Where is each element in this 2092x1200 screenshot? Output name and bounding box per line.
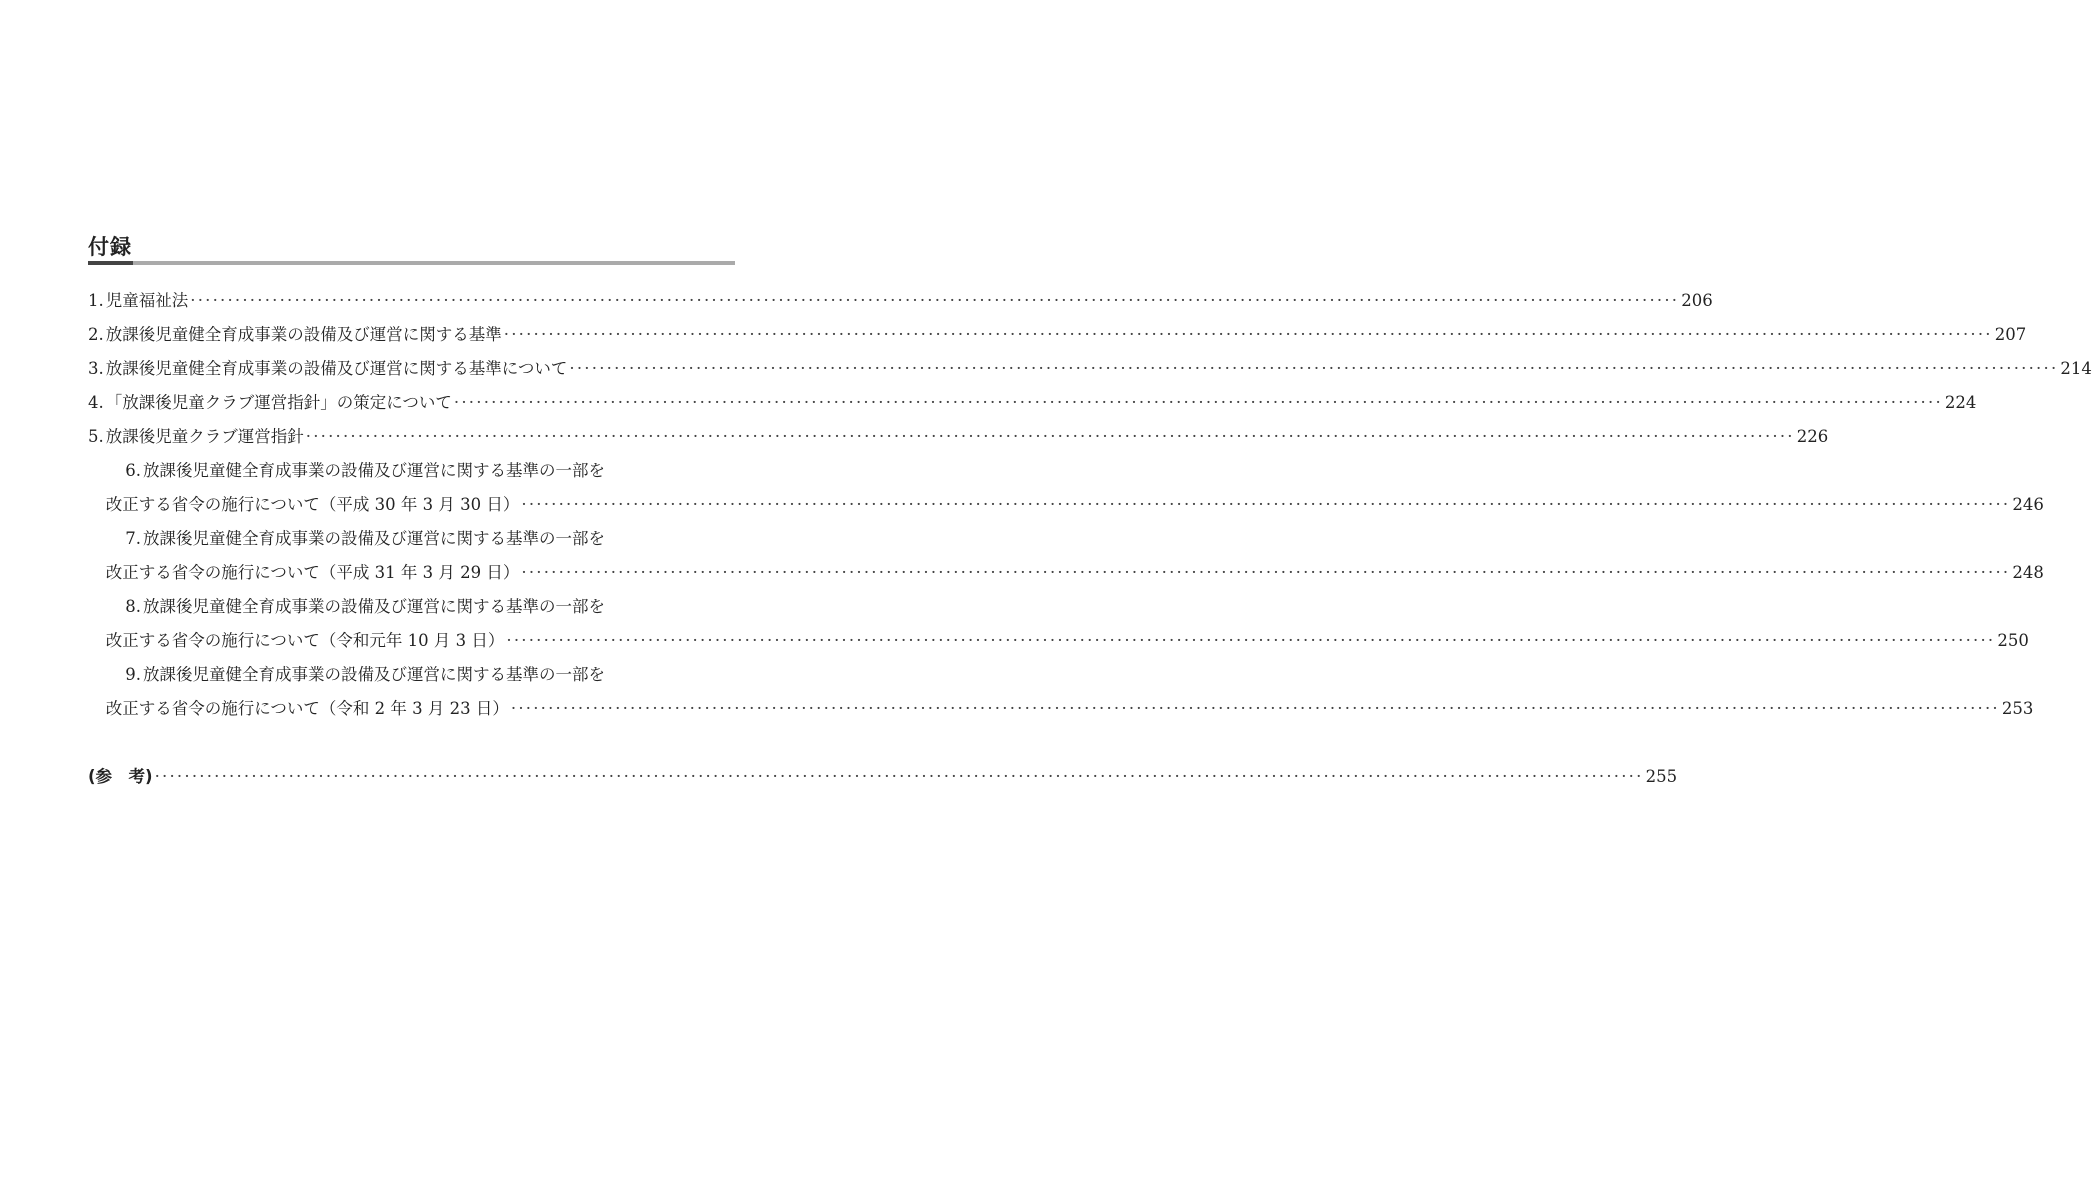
entry-number: 8. [125,597,141,616]
dot-leader: ········································································································································································································ [569,359,2059,378]
entry-number: 6. [125,461,141,480]
dot-leader: ········································································································································································································ [453,393,1943,412]
entry-page-number: 214 [2060,359,2092,378]
entry-title: 放課後児童健全育成事業の設備及び運営に関する基準の一部を [143,665,605,684]
toc-line [88,590,735,624]
toc-entry[interactable] [88,284,1713,318]
entry-page-number: 206 [1681,291,1713,310]
toc-line [88,454,735,488]
dot-leader: ········································································································································································································ [521,563,2011,582]
toc-line [88,318,2027,352]
entry-number: 2. [88,325,104,344]
toc-entry[interactable] [88,522,2044,590]
entry-title: 放課後児童健全育成事業の設備及び運営に関する基準について [105,359,568,378]
toc-line [88,420,1829,454]
toc-line [88,386,1977,420]
entry-page-number: 246 [2012,495,2044,514]
entry-title: 改正する省令の施行について（平成 30 年 3 月 30 日） [105,495,520,514]
toc-entry[interactable] [88,590,2029,658]
section-title: 付録 [88,235,132,259]
entry-title: 放課後児童クラブ運営指針 [105,427,304,446]
toc-line [88,658,735,692]
entry-page-number: 207 [1994,325,2027,344]
toc-line [88,692,2034,726]
toc-line [88,284,1713,318]
dot-leader: ········································································································································································································ [510,699,2000,718]
title-underline-accent [88,261,133,265]
reference-page: 255 [1645,767,1678,786]
entry-page-number: 226 [1796,427,1829,446]
entry-page-number: 253 [2001,699,2034,718]
table-of-contents [88,284,2092,726]
entry-title: 放課後児童健全育成事業の設備及び運営に関する基準の一部を [143,597,605,616]
entry-title: 児童福祉法 [105,291,189,310]
toc-entry[interactable] [88,658,2034,726]
toc-line [88,488,2044,522]
reference-label: (参 考) [88,767,153,786]
entry-number: 4. [88,393,104,412]
entry-number: 5. [88,427,104,446]
dot-leader: ········································································································································································································ [503,325,1993,344]
toc-entry[interactable] [88,352,2092,386]
dot-leader: ········································································································································································································ [305,427,1795,446]
entry-title: 放課後児童健全育成事業の設備及び運営に関する基準 [105,325,502,344]
title-underline [88,261,735,265]
entry-number: 7. [125,529,141,548]
toc-entry[interactable] [88,420,1829,454]
dot-leader: ········································································································································································································ [506,631,1996,650]
entry-page-number: 250 [1997,631,2029,650]
dot-leader: ········································································································································································································ [190,291,1680,310]
dot-leader: ········································································································································································································ [521,495,2011,514]
entry-number: 9. [125,665,141,684]
entry-title: 改正する省令の施行について（令和 2 年 3 月 23 日） [105,699,509,718]
entry-title: 改正する省令の施行について（平成 31 年 3 月 29 日） [105,563,520,582]
dot-leader: ········································································································································································································ [154,767,1644,786]
toc-line [88,352,2092,386]
toc-line [88,522,735,556]
entry-number: 1. [88,291,104,310]
toc-entry[interactable] [88,454,2044,522]
toc-entry[interactable] [88,318,2027,352]
entry-title: 放課後児童健全育成事業の設備及び運営に関する基準の一部を [143,529,605,548]
toc-line [88,556,2044,590]
entry-page-number: 248 [2012,563,2044,582]
toc-entry[interactable] [88,386,1977,420]
reference-entry[interactable] [88,760,1678,794]
entry-title: 放課後児童健全育成事業の設備及び運営に関する基準の一部を [143,461,605,480]
entry-page-number: 224 [1944,393,1977,412]
entry-title: 「放課後児童クラブ運営指針」の策定について [105,393,452,412]
entry-number: 3. [88,359,104,378]
entry-title: 改正する省令の施行について（令和元年 10 月 3 日） [105,631,505,650]
toc-line [88,624,2029,658]
